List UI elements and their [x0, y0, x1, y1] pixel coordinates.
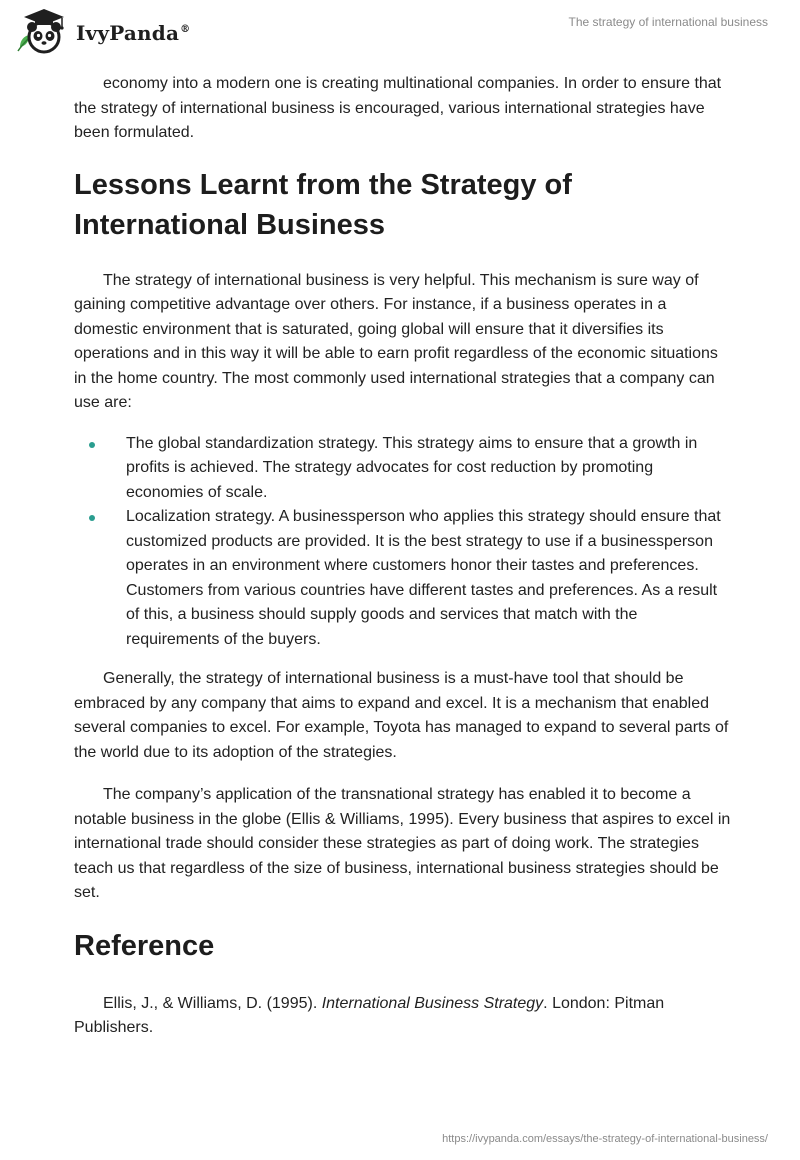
lessons-paragraph: The strategy of international business is very helpful. This mechanism is sure way of gaining competitive advantage over others. For instance, if a business operates in a domestic environment that is saturated, going global will ensure that it diversifies its operations and in this way it will be able to earn profit regardless of the economic situations in the home country. The most commonly used international strategies that a company can use are:: [74, 271, 718, 411]
reference-title: International Business Strategy: [321, 994, 544, 1012]
strategies-list: [74, 432, 734, 653]
panda-graduate-icon: [14, 7, 72, 57]
list-item-text: Localization strategy. A businessperson who applies this strategy should ensure that customized products are provided. It is the best strategy to use if a businessperson operates in an environment where customers honor their tastes and preferences. Customers from various countries have different tastes and preferences. As a result of this, a business should supply goods and services that match with the requirements of the buyers.: [126, 508, 721, 648]
list-item-text: The global standardization strategy. This strategy aims to ensure that a growth in profits is achieved. The strategy advocates for cost reduction by promoting economies of scale.: [126, 434, 698, 501]
reference-publisher: . London: Pitman Publishers.: [74, 994, 665, 1036]
intro-paragraph: economy into a modern one is creating multinational companies. In order to ensure that the strategy of international business is encouraged, various international strategies have been formulated.: [74, 75, 722, 141]
logo-wordmark: IvyPanda®: [76, 21, 191, 45]
registered-mark: ®: [180, 24, 191, 36]
list-item: [74, 505, 734, 652]
ivypanda-logo[interactable]: [14, 7, 190, 57]
article-body: [74, 72, 734, 1041]
reference-heading: Reference: [74, 929, 215, 962]
page-header: [0, 0, 800, 64]
company-paragraph: The company’s application of the transnational strategy has enabled it to become a notable business in the globe (Ellis & Williams, 1995). Every business that aspires to excel in international trade should consider these strategies as part of doing work. The strategies teach us that regardless of the size of business, international business strategies should be set.: [74, 786, 731, 901]
document-title: The strategy of international business: [568, 15, 768, 29]
general-paragraph: Generally, the strategy of international business is a must-have tool that should be embraced by any company that aims to expand and excel. It is a mechanism that enabled several companies to excel. For example, Toyota has managed to expand to several parts of the world due to its adoption of the strategies.: [74, 670, 729, 761]
reference-authors: Ellis, J., & Williams, D. (1995).: [103, 994, 322, 1012]
bullet-dot-icon: [89, 515, 95, 521]
list-item: [74, 432, 734, 506]
bullet-dot-icon: [89, 442, 95, 448]
lessons-heading: Lessons Learnt from the Strategy of International Business: [74, 168, 572, 241]
source-url[interactable]: https://ivypanda.com/essays/the-strategy-of-international-business/: [442, 1133, 768, 1145]
reference-entry: [74, 992, 734, 1041]
